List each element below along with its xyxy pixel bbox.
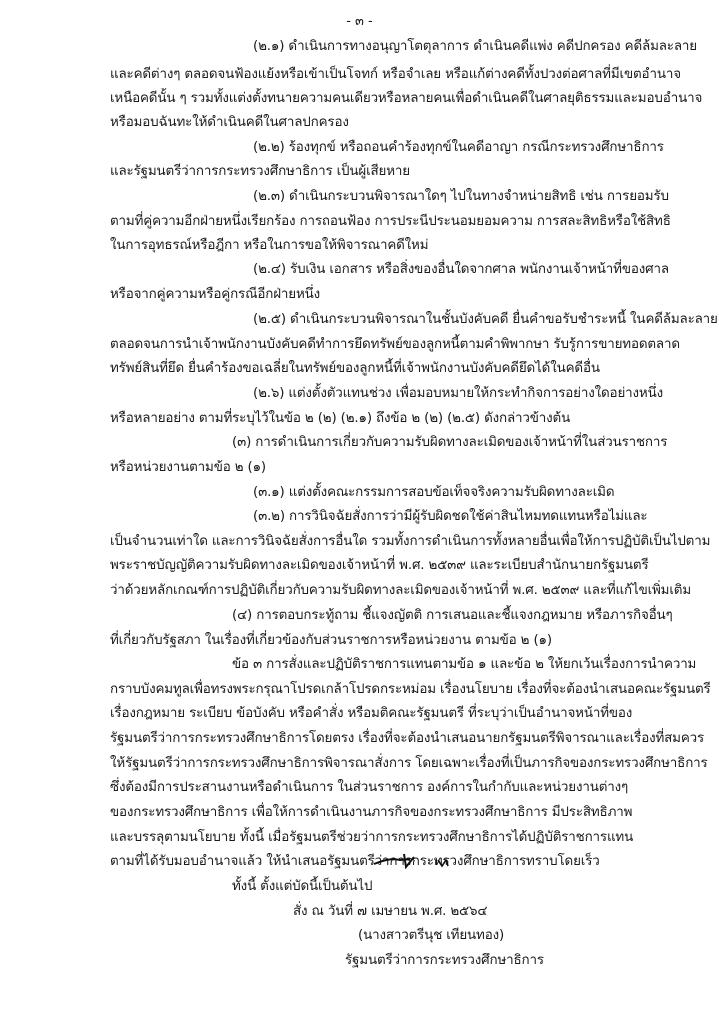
text-line: ที่เกี่ยวกับรัฐสภา ในเรื่องที่เกี่ยวข้องกับส่วนราชการหรือหน่วยงาน ตามข้อ ๒ (๑) (110, 633, 552, 648)
text-line: (๒.๓) ดำเนินกระบวนพิจารณาใดๆ ไปในทางจำหน่ายสิทธิ เช่น การยอมรับ (253, 189, 669, 204)
text-line: หรือหลายอย่าง ตามที่ระบุไว้ในข้อ ๒ (๒) (๒.๑) ถึงข้อ ๒ (๒) (๒.๕) ดังกล่าวข้างต้น (110, 411, 571, 426)
text-line: ว่าด้วยหลักเกณฑ์การปฏิบัติเกี่ยวกับความรับผิดทางละเมิดของเจ้าหน้าที่ พ.ศ. ๒๕๓๙ และที่แก้ไขเพิ่มเติม (110, 583, 692, 598)
text-line: (๓) การดำเนินการเกี่ยวกับความรับผิดทางละเมิดของเจ้าหน้าที่ในส่วนราชการ (232, 435, 668, 450)
text-line: ให้รัฐมนตรีว่าการกระทรวงศึกษาธิการพิจารณาสั่งการ โดยเฉพาะเรื่องที่เป็นภารกิจของกระทรวงศึกษาธิการ (110, 756, 708, 771)
text-line: และรัฐมนตรีว่าการกระทรวงศึกษาธิการ เป็นผู้เสียหาย (110, 164, 410, 179)
text-line: (๓.๑) แต่งตั้งคณะกรรมการสอบข้อเท็จจริงความรับผิดทางละเมิด (253, 485, 615, 500)
text-line: (๒.๖) แต่งตั้งตัวแทนช่วง เพื่อมอบหมายให้กระทำกิจการอย่างใดอย่างหนึ่ง (253, 386, 663, 401)
signer-name: (นางสาวตรีนุช เทียนทอง) (358, 928, 505, 943)
text-line: (๓.๒) การวินิจฉัยสั่งการว่ามีผู้รับผิดชดใช้ค่าสินไหมทดแทนหรือไม่และ (253, 509, 648, 524)
text-line: (๒.๑) ดำเนินการทางอนุญาโตตุลาการ ดำเนินคดีแพ่ง คดีปกครอง คดีล้มละลาย (253, 39, 697, 54)
text-line: (๒.๔) รับเงิน เอกสาร หรือสิ่งของอื่นใดจากศาล พนักงานเจ้าหน้าที่ของศาล (253, 262, 669, 277)
text-line: และคดีต่างๆ ตลอดจนฟ้องแย้งหรือเข้าเป็นโจทก์ หรือจำเลย หรือแก้ต่างคดีทั้งปวงต่อศาลที่มีเขตอำนาจ (110, 67, 681, 82)
text-line: ซึ่งต้องมีการประสานงานหรือดำเนินการ ในส่วนราชการ องค์การในกำกับและหน่วยงานต่างๆ (110, 780, 629, 795)
text-line: ตามที่คู่ความอีกฝ่ายหนึ่งเรียกร้อง การถอนฟ้อง การประนีประนอมยอมความ การสละสิทธิหรือใช้สิทธิ (110, 214, 671, 229)
text-line: ทั้งนี้ ตั้งแต่บัดนี้เป็นต้นไป (232, 879, 373, 894)
text-line: หรือหน่วยงานตามข้อ ๒ (๑) (110, 460, 266, 475)
text-line: พระราชบัญญัติความรับผิดทางละเมิดของเจ้าหน้าที่ พ.ศ. ๒๕๓๙ และระเบียบสำนักนายกรัฐมนตรี (110, 558, 649, 573)
signer-title: รัฐมนตรีว่าการกระทรวงศึกษาธิการ (345, 953, 544, 968)
text-line: ทรัพย์สินที่ยึด ยื่นคำร้องขอเฉลี่ยในทรัพย์ของลูกหนี้ที่เจ้าพนักงานบังคับคดียึดได้ในคดีอื่น (110, 361, 600, 376)
text-line: รัฐมนตรีว่าการกระทรวงศึกษาธิการโดยตรง เรื่องที่จะต้องนำเสนอนายกรัฐมนตรีพิจารณาและเรื่องที่สมควร (110, 731, 705, 746)
signature-mark (370, 848, 480, 872)
text-line: ในการอุทธรณ์หรือฎีกา หรือในการขอให้พิจารณาคดีใหม่ (110, 238, 429, 253)
page-number: - ๓ - (346, 14, 373, 29)
text-line: และบรรลุตามนโยบาย ทั้งนี้ เมื่อรัฐมนตรีช่วยว่าการกระทรวงศึกษาธิการได้ปฏิบัติราชการแทน (110, 830, 634, 845)
text-line: กราบบังคมทูลเพื่อทรงพระกรุณาโปรดเกล้าโปรดกระหม่อม เรื่องนโยบาย เรื่องที่จะต้องนำเสนอคณะรัฐมนตรี (110, 682, 711, 697)
text-line: (๒.๒) ร้องทุกข์ หรือถอนคำร้องทุกข์ในคดีอาญา กรณีกระทรวงศึกษาธิการ (253, 140, 664, 155)
text-line: ข้อ ๓ การสั่งและปฏิบัติราชการแทนตามข้อ ๑ และข้อ ๒ ให้ยกเว้นเรื่องการนำความ (232, 657, 697, 672)
text-line: หรือมอบฉันทะให้ดำเนินคดีในศาลปกครอง (110, 115, 349, 130)
text-line: เหนือคดีนั้น ๆ รวมทั้งแต่งตั้งทนายความคนเดียวหรือหลายคนเพื่อดำเนินคดีในศาลยุติธรรมและมอบอำนาจ (110, 91, 703, 106)
text-line: เป็นจำนวนเท่าใด และการวินิจฉัยสั่งการอื่นใด รวมทั้งการดำเนินการทั้งหลายอื่นเพื่อให้การปฏิบัติเป็นไปตาม (110, 534, 711, 549)
text-line: ของกระทรวงศึกษาธิการ เพื่อให้การดำเนินงานภารกิจของกระทรวงศึกษาธิการ มีประสิทธิภาพ (110, 805, 633, 820)
text-line: เรื่องกฎหมาย ระเบียบ ข้อบังคับ หรือคำสั่ง หรือมติคณะรัฐมนตรี ที่ระบุว่าเป็นอำนาจหน้าที่ของ (110, 706, 633, 721)
date-line: สั่ง ณ วันที่ ๗ เมษายน พ.ศ. ๒๕๖๔ (293, 904, 488, 919)
text-line: ตลอดจนการนำเจ้าพนักงานบังคับคดีทำการยึดทรัพย์ของลูกหนี้ตามคำพิพากษา รับรู้การขายทอดตลาด (110, 337, 680, 352)
text-line: (๔) การตอบกระทู้ถาม ชี้แจงญัตติ การเสนอและชี้แจงกฎหมาย หรือภารกิจอื่นๆ (232, 608, 673, 623)
text-line: หรือจากคู่ความหรือคู่กรณีอีกฝ่ายหนึ่ง (110, 287, 321, 302)
text-line: ตามที่ได้รับมอบอำนาจแล้ว ให้นำเสนอรัฐมนตรีว่าการกระทรวงศึกษาธิการทราบโดยเร็ว (110, 854, 600, 869)
text-line: (๒.๕) ดำเนินกระบวนพิจารณาในชั้นบังคับคดี ยื่นคำขอรับชำระหนี้ ในคดีล้มละลาย (253, 312, 718, 327)
